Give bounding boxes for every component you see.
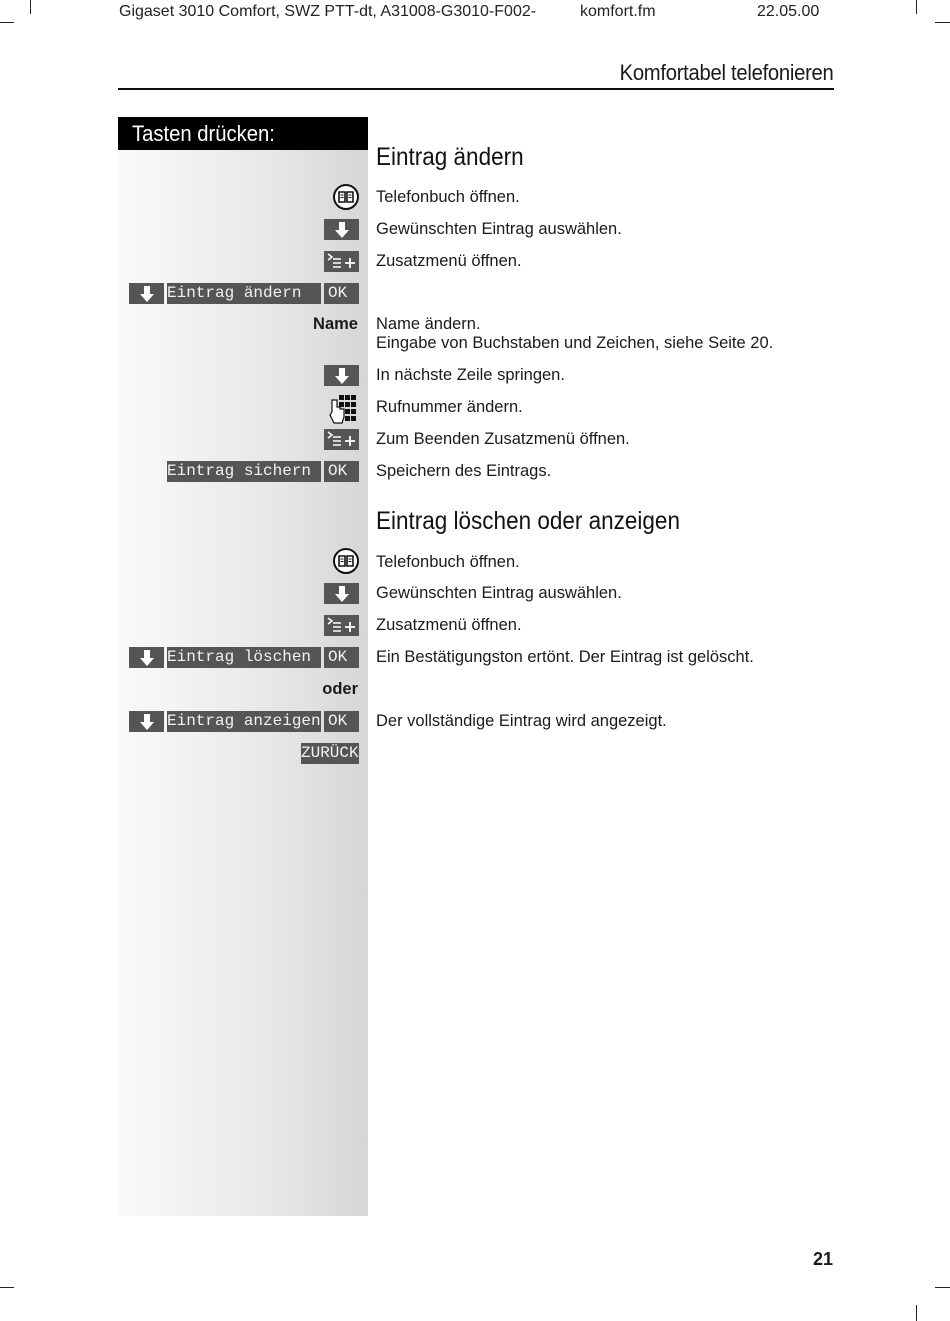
key-column-heading (118, 117, 368, 150)
step-show-entry: Der vollständige Eintrag wird angezeigt. (376, 712, 667, 730)
softkey-ok: OK (324, 283, 359, 304)
softkey-ok: OK (324, 647, 359, 668)
step-save-entry: Speichern des Eintrags. (376, 462, 552, 480)
menu-icon (324, 251, 359, 272)
title-divider (118, 88, 834, 90)
crop-mark (935, 22, 950, 23)
softkey-ok: OK (324, 461, 359, 482)
softkey-show-entry: Eintrag anzeigen (167, 712, 321, 730)
softkey-ok: OK (324, 711, 359, 732)
step-next-line: In nächste Zeile springen. (376, 366, 565, 384)
crop-mark (0, 1287, 14, 1288)
step-open-phonebook-2: Telefonbuch öffnen. (376, 553, 520, 571)
crop-mark (916, 0, 917, 14)
header-filename: komfort.fm (580, 3, 656, 20)
down-arrow-icon (324, 219, 359, 240)
crop-mark (0, 22, 14, 23)
page-number: 21 (812, 1249, 833, 1269)
menu-icon (324, 615, 359, 636)
step-change-name: Name ändern. (376, 315, 481, 333)
heading-delete-or-show: Eintrag löschen oder anzeigen (376, 507, 680, 535)
softkey-edit-entry: Eintrag ändern (167, 283, 321, 304)
step-select-entry-2: Gewünschten Eintrag auswählen. (376, 584, 622, 602)
label-name: Name (313, 315, 358, 333)
keypad-hand-icon (329, 394, 357, 429)
step-change-number: Rufnummer ändern. (376, 398, 523, 416)
down-arrow-icon (324, 583, 359, 604)
header-document-info: Gigaset 3010 Comfort, SWZ PTT-dt, A31008-G3010-F002- (119, 3, 537, 20)
key-column-heading-text: Tasten drücken: (132, 121, 275, 146)
softkey-save-entry: Eintrag sichern (167, 461, 321, 482)
step-open-menu: Zusatzmenü öffnen. (376, 252, 522, 270)
step-open-phonebook: Telefonbuch öffnen. (376, 188, 520, 206)
step-open-menu-2: Zusatzmenü öffnen. (376, 616, 522, 634)
crop-mark (30, 0, 31, 14)
down-arrow-icon (129, 711, 164, 732)
phonebook-icon (333, 548, 359, 574)
crop-mark (935, 1287, 950, 1288)
section-title: Komfortabel telefonieren (620, 60, 834, 85)
label-or: oder (322, 680, 358, 698)
step-delete-confirm: Ein Bestätigungston ertönt. Der Eintrag ist gelöscht. (376, 648, 754, 666)
down-arrow-icon (129, 283, 164, 304)
softkey-delete-entry: Eintrag löschen (167, 647, 321, 668)
softkey-back: ZURÜCK (301, 744, 359, 762)
step-select-entry: Gewünschten Eintrag auswählen. (376, 220, 622, 238)
down-arrow-icon (324, 365, 359, 386)
heading-edit-entry: Eintrag ändern (376, 143, 524, 171)
phonebook-icon (333, 184, 359, 210)
step-finish-menu: Zum Beenden Zusatzmenü öffnen. (376, 430, 630, 448)
crop-mark (916, 1305, 917, 1321)
step-input-hint: Eingabe von Buchstaben und Zeichen, siehe Seite 20. (376, 334, 774, 352)
header-date: 22.05.00 (757, 3, 820, 20)
down-arrow-icon (129, 647, 164, 668)
menu-icon (324, 429, 359, 450)
